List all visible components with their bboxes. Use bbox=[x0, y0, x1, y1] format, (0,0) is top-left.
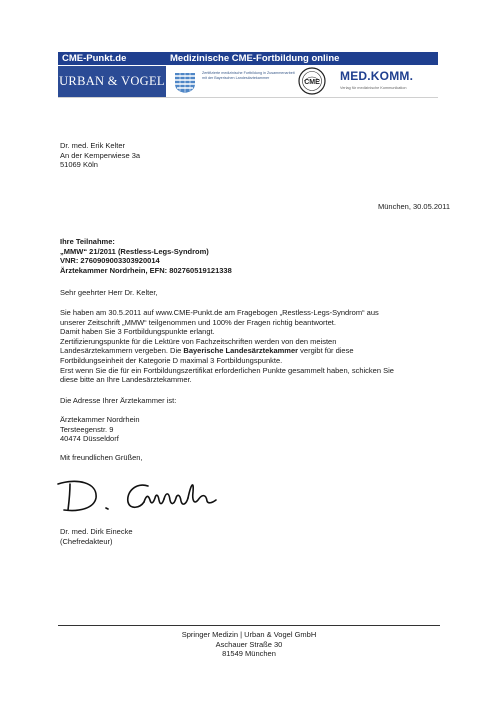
cme-punkt-title: CME-Punkt.de bbox=[62, 53, 127, 64]
body-line: unserer Zeitschrift „MMW“ teilgenommen und 100% der Fragen richtig beantwortet. bbox=[60, 317, 336, 327]
bavaria-crest-icon bbox=[172, 70, 198, 94]
handwritten-signature bbox=[56, 472, 226, 518]
footer-company: Springer Medizin | Urban & Vogel GmbH bbox=[181, 630, 317, 639]
urban-vogel-logo: URBAN & VOGEL bbox=[58, 66, 166, 97]
signer-block bbox=[60, 527, 133, 546]
landesaerztekammer-logo bbox=[172, 69, 296, 95]
letter-date: München, 30.05.2011 bbox=[377, 202, 450, 211]
body-text: vergibt für diese bbox=[298, 346, 354, 356]
recipient-street: An der Kemperwiese 3a bbox=[60, 150, 141, 160]
footer-divider bbox=[58, 625, 440, 626]
body-line bbox=[60, 346, 445, 356]
footer-city: 81549 München bbox=[222, 649, 276, 659]
signer-name: Dr. med. Dirk Einecke bbox=[60, 527, 133, 536]
footer bbox=[58, 630, 440, 659]
body-line: Erst wenn Sie die für ein Fortbildungszertifikat erforderlichen Punkte gesammelt haben, schicken Sie bbox=[60, 365, 394, 375]
recipient-address bbox=[60, 141, 140, 170]
seal-text: CME bbox=[304, 79, 320, 86]
chamber-logo-text: Zertifizierte medizinische Fortbildung in Zusammenarbeit mit der Bayerischen Landesärztekammer bbox=[202, 71, 295, 80]
body-line: diese bitte an Ihre Landesärztekammer. bbox=[60, 375, 192, 385]
chamber-intro: Die Adresse Ihrer Ärztekammer ist: bbox=[60, 396, 177, 405]
chamber-address bbox=[60, 415, 140, 444]
body-line: Sie haben am 30.5.2011 auf www.CME-Punkt.de am Fragebogen „Restless-Legs-Syndrom“ aus bbox=[60, 308, 379, 317]
logo-strip bbox=[58, 66, 438, 98]
body-text: Landesärztekammern vergeben. Die bbox=[60, 346, 184, 356]
header-subtitle: Medizinische CME-Fortbildung online bbox=[170, 53, 340, 64]
reference-vnr: VNR: 2760909003303920014 bbox=[60, 256, 160, 266]
chamber-city: 40474 Düsseldorf bbox=[60, 434, 119, 444]
recipient-name: Dr. med. Erik Kelter bbox=[60, 141, 126, 150]
medkomm-subtitle: Verlag für medizinische Kommunikation bbox=[340, 86, 407, 90]
letter-body bbox=[60, 308, 445, 385]
signer-title: (Chefredakteur) bbox=[60, 536, 113, 546]
cme-seal-icon bbox=[298, 67, 326, 95]
reference-course: „MMW“ 21/2011 (Restless-Legs-Syndrom) bbox=[60, 246, 209, 256]
medkomm-brand: MED.KOMM. bbox=[340, 69, 414, 83]
bayerische-chamber-name: Bayerische Landesärztekammer bbox=[183, 346, 299, 356]
chamber-name: Ärztekammer Nordrhein bbox=[60, 415, 140, 424]
chamber-street: Tersteegenstr. 9 bbox=[60, 424, 114, 434]
closing-phrase: Mit freundlichen Grüßen, bbox=[60, 453, 143, 462]
salutation: Sehr geehrter Herr Dr. Kelter, bbox=[60, 288, 158, 297]
body-line: Damit haben Sie 3 Fortbildungspunkte erlangt. bbox=[60, 327, 215, 337]
reference-heading: Ihre Teilnahme: bbox=[60, 237, 115, 246]
recipient-city: 51069 Köln bbox=[60, 160, 98, 170]
medkomm-logo bbox=[340, 69, 438, 95]
reference-efn: Ärztekammer Nordrhein, EFN: 802760519121338 bbox=[60, 265, 232, 275]
header-bar bbox=[58, 52, 438, 65]
footer-street: Aschauer Straße 30 bbox=[215, 639, 283, 649]
participation-reference bbox=[60, 237, 232, 275]
body-line: Fortbildungseinheit der Kategorie D maximal 3 Fortbildungspunkte. bbox=[60, 355, 283, 365]
body-line: Zertifizierungspunkte für die Lektüre von Fachzeitschriften werden von den meisten bbox=[60, 336, 337, 346]
